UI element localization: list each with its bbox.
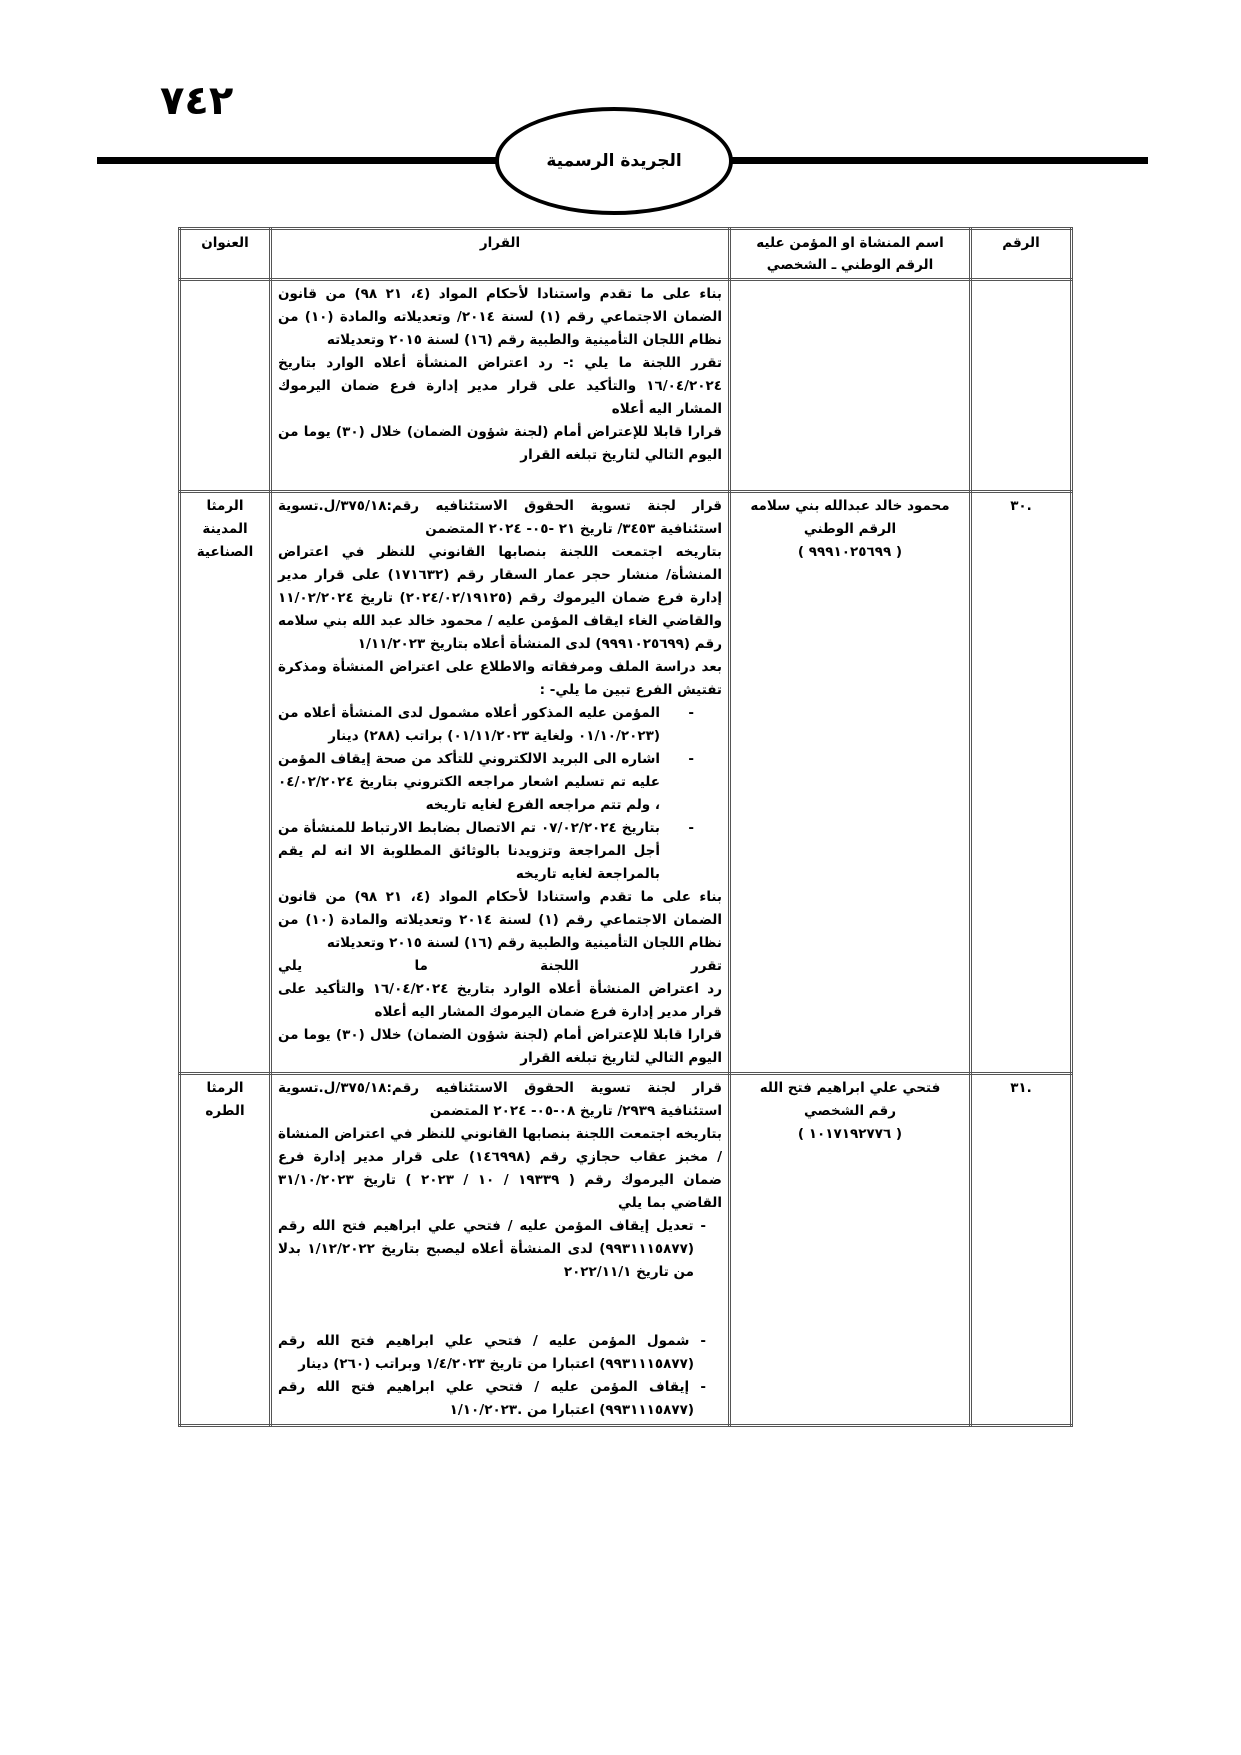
decision-paragraph: - تعديل إيقاف المؤمن عليه / فتحي علي ابراهيم فتح الله رقم (٩٩٣١١١٥٨٧٧) لدى المنشأة أعلاه ليصبح بتاريخ ١/١٢/٢٠٢٢ بدلا من تاريخ ٢٠٢٢/١١/١	[278, 1218, 706, 1280]
decision-bullet	[278, 702, 722, 748]
bullet-text: بتاريخ ٠٧/٠٢/٢٠٢٤ تم الاتصال بضابط الارتباط للمنشأة من أجل المراجعة وتزويدنا بالوثائق المطلوبة الا انه لم يقم بالمراجعة لغايه تاريخه	[278, 820, 660, 882]
decision-paragraph: بعد دراسة الملف ومرفقاته والاطلاع على اعتراض المنشأة ومذكرة تفتيش الفرع تبين ما يلي- :	[278, 659, 722, 698]
name-line: رقم الشخصي	[803, 1103, 897, 1119]
name-cell	[730, 492, 971, 1074]
decision-cell	[271, 280, 730, 492]
decision-paragraph: تقرر اللجنة ما يلي	[278, 958, 722, 974]
name-line: محمود خالد عبدالله بني سلامه	[750, 498, 950, 514]
row-number-cell	[971, 492, 1072, 1074]
gazette-title: الجريدة الرسمية	[546, 151, 682, 171]
decision-paragraph: قرار لجنة تسوية الحقوق الاستئنافيه رقم:٣٧٥/١٨/ل.تسوية استئنافية ٢٩٣٩/ تاريخ ٠٨-٠٥- ٢٠٢٤ المتضمن	[278, 1080, 722, 1119]
header-rule-left	[97, 157, 497, 164]
header-rule-right	[731, 157, 1148, 164]
decision-paragraph: - إيقاف المؤمن عليه / فتحي علي ابراهيم فتح الله رقم (٩٩٣١١١٥٨٧٧) اعتبارا من .١/١٠/٢٠٢٣	[278, 1379, 706, 1418]
decision-paragraph: بتاريخه اجتمعت اللجنة بنصابها القانوني للنظر في اعتراض المنشأة/ منشار حجر عمار السقار رقم (١٧١٦٣٢) على قرار مدير إدارة فرع ضمان اليرموك رقم (٢٠٢٤/٠٢/١٩١٢٥) تاريخ ١١/٠٢/٢٠٢٤ والقاضي الغاء ايقاف المؤمن عليه / محمود خالد عبد الله بني سلامه رقم (٩٩٩١٠٢٥٦٩٩) لدى المنشأة أعلاه بتاريخ ١/١١/٢٠٢٣	[278, 544, 722, 652]
address-cell	[180, 1074, 271, 1426]
column-header-name: اسم المنشاة او المؤمن عليه الرقم الوطني ـ الشخصي	[730, 229, 971, 280]
decision-paragraph: قرارا قابلا للإعتراض أمام (لجنة شؤون الضمان) خلال (٣٠) يوما من اليوم التالي لتاريخ تبلغه القرار	[278, 424, 722, 463]
name-line: ( ١٠١٧١٩٢٧٧٦ )	[797, 1126, 903, 1142]
column-header-number: الرقم	[971, 229, 1072, 280]
decision-bullet	[278, 817, 722, 886]
column-header-decision: القرار	[271, 229, 730, 280]
address-line: الرمثا	[206, 1080, 244, 1096]
address-line: الرمثا	[206, 498, 244, 514]
row-number: .٣١	[1010, 1080, 1032, 1096]
decision-paragraph: قرارا قابلا للإعتراض أمام (لجنة شؤون الضمان) خلال (٣٠) يوما من اليوم التالي لتاريخ تبلغه القرار	[278, 1027, 722, 1066]
bullet-text: اشاره الى البريد الالكتروني للتأكد من صحة إيقاف المؤمن عليه تم تسليم اشعار مراجعه الكتروني بتاريخ ٠٤/٠٢/٢٠٢٤ ، ولم تتم مراجعه الفرع لغايه تاريخه	[278, 751, 660, 813]
table-row	[180, 280, 1072, 492]
decision-paragraph: بناء على ما تقدم واستنادا لأحكام المواد (٤، ٢١ ٩٨) من قانون الضمان الاجتماعي رقم (١) لسنة ٢٠١٤ وتعديلاته والمادة (١٠) من نظام اللجان التأمينية والطبية رقم (١٦) لسنة ٢٠١٥ وتعديلاته	[278, 889, 722, 951]
decision-paragraph: - شمول المؤمن عليه / فتحي علي ابراهيم فتح الله رقم (٩٩٣١١١٥٨٧٧) اعتبارا من تاريخ ١/٤/٢٠٢٣ وبراتب (٢٦٠) دينار	[278, 1333, 706, 1372]
address-cell	[180, 280, 271, 492]
name-line: فتحي علي ابراهيم فتح الله	[759, 1080, 941, 1096]
table-row	[180, 1074, 1072, 1426]
column-header-address: العنوان	[180, 229, 271, 280]
address-line: المدينة	[202, 521, 248, 537]
row-number-cell	[971, 1074, 1072, 1426]
table-row	[180, 492, 1072, 1074]
table-header-row	[180, 229, 1072, 280]
gazette-title-badge	[495, 107, 733, 215]
name-cell	[730, 280, 971, 492]
decision-cell	[271, 492, 730, 1074]
page-number: ٧٤٢	[160, 78, 234, 124]
address-line: الطره	[205, 1103, 245, 1119]
bullet-dash-icon: -	[688, 820, 694, 836]
name-line: ( ٩٩٩١٠٢٥٦٩٩ )	[797, 544, 903, 560]
address-line: الصناعية	[196, 544, 254, 560]
decision-cell	[271, 1074, 730, 1426]
bullet-dash-icon: -	[688, 705, 694, 721]
decision-paragraph: قرار لجنة تسوية الحقوق الاستئنافيه رقم:٣٧٥/١٨/ل.تسوية استئنافية ٣٤٥٣/ تاريخ ٢١ -٠٥- ٢٠٢٤ المتضمن	[278, 498, 722, 537]
bullet-text: المؤمن عليه المذكور أعلاه مشمول لدى المنشأة أعلاه من (٠١/١٠/٢٠٢٣ ولغاية ٠١/١١/٢٠٢٣) براتب (٢٨٨) دينار	[278, 705, 660, 744]
decisions-table	[178, 227, 1073, 1427]
row-number-cell	[971, 280, 1072, 492]
blank-gap	[278, 1284, 722, 1330]
name-line: الرقم الوطني	[803, 521, 897, 537]
decision-paragraph: تقرر اللجنة ما يلي :- رد اعتراض المنشأة أعلاه الوارد بتاريخ ١٦/٠٤/٢٠٢٤ والتأكيد على قرار مدير إدارة فرع ضمان اليرموك المشار اليه أعلاه	[278, 355, 722, 417]
decision-paragraph: رد اعتراض المنشأة أعلاه الوارد بتاريخ ١٦/٠٤/٢٠٢٤ والتأكيد على قرار مدير إدارة فرع ضمان اليرموك المشار اليه أعلاه	[278, 981, 722, 1020]
name-cell	[730, 1074, 971, 1426]
decision-bullet	[278, 748, 722, 817]
bullet-dash-icon: -	[688, 751, 694, 767]
decision-paragraph: بتاريخه اجتمعت اللجنة بنصابها القانوني للنظر في اعتراض المنشاة / مخبز عقاب حجازي رقم (١٤٦٩٩٨) على قرار مدير إدارة فرع ضمان اليرموك رقم ( ١٩٣٣٩ / ١٠ / ٢٠٢٣ ) تاريخ ٣١/١٠/٢٠٢٣ القاضي بما يلي	[278, 1126, 722, 1211]
row-number: .٣٠	[1010, 498, 1032, 514]
decision-paragraph: بناء على ما تقدم واستنادا لأحكام المواد (٤، ٢١ ٩٨) من قانون الضمان الاجتماعي رقم (١) لسنة ٢٠١٤/ وتعديلاته والمادة (١٠) من نظام اللجان التأمينية والطبية رقم (١٦) لسنة ٢٠١٥ وتعديلاته	[278, 286, 722, 348]
address-cell	[180, 492, 271, 1074]
